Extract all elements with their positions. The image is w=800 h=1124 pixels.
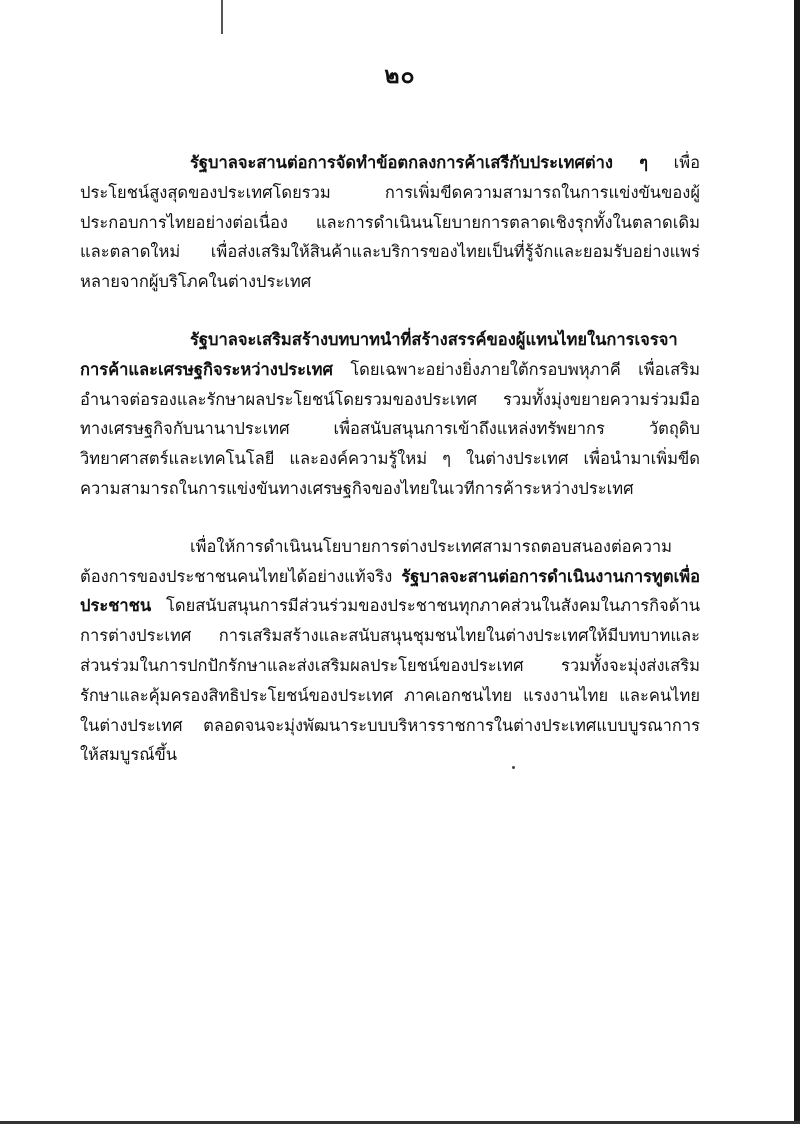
paragraph-free-trade <box>80 148 700 297</box>
scan-artifact-top <box>221 0 223 34</box>
paragraph-text: โดยเฉพาะอย่างยิ่งภายใต้กรอบพหุภาคี เพื่อเสริมอำนาจต่อรองและรักษาผลประโยชน์โดยรวมของประเทศ รวมทั้งมุ่งขยายความร่วมมือทางเศรษฐกิจกับนานาประเทศ เพื่อสนับสนุนการเข้าถึงแหล่งทรัพยากร วัตถุดิบ วิทยาศาสตร์และเทคโนโลยี และองค์ความรู้ใหม่ ๆ ในต่างประเทศ เพื่อนำมาเพิ่มขีดความสามารถในการแข่งขันทางเศรษฐกิจของไทยในเวทีการค้าระหว่างประเทศ <box>80 359 700 498</box>
paragraph-trade-negotiation <box>80 325 700 504</box>
document-body <box>80 148 700 770</box>
page-number: ๒๐ <box>384 63 416 89</box>
paragraph-text: เพื่อประโยชน์สูงสุดของประเทศโดยรวม การเพิ่มขีดความสามารถในการแข่งขันของผู้ประกอบการไทยอย่างต่อเนื่อง และการดำเนินนโยบายการตลาดเชิงรุกทั้งในตลาดเดิมและตลาดใหม่ เพื่อส่งเสริมให้สินค้าและบริการของไทยเป็นที่รู้จักและยอมรับอย่างแพร่หลายจากผู้บริโภคในต่างประเทศ <box>80 153 700 292</box>
paragraph-text: เพื่อให้การดำเนินนโยบายการต่างประเทศสามารถตอบสนองต่อความต้องการของประชาชนคนไทยได้อย่างแท้จริง <box>80 536 673 586</box>
paragraph-text: โดยสนับสนุนการมีส่วนร่วมของประชาชนทุกภาคส่วนในสังคมในภารกิจด้านการต่างประเทศ การเสริมสร้างและสนับสนุนชุมชนไทยในต่างประเทศให้มีบทบาทและส่วนร่วมในการปกปักรักษาและส่งเสริมผลประโยชน์ของประเทศ รวมทั้งจะมุ่งส่งเสริม รักษาและคุ้มครองสิทธิประโยชน์ของประเทศ ภาคเอกชนไทย แรงงานไทย และคนไทยในต่างประเทศ ตลอดจนจะมุ่งพัฒนาระบบบริหารราชการในต่างประเทศแบบบูรณาการให้สมบูรณ์ขึ้น <box>80 596 700 765</box>
paragraph-mid-bold: รัฐบาลจะสานต่อการดำเนินงานการทูตเพื่อประชาชน <box>80 566 700 616</box>
scan-edge-right <box>794 0 800 1124</box>
paragraph-lead-bold: รัฐบาลจะสานต่อการจัดทำข้อตกลงการค้าเสรีกับประเทศต่าง ๆ <box>190 153 648 172</box>
scan-speck <box>512 766 515 769</box>
paragraph-lead-bold: รัฐบาลจะเสริมสร้างบทบาทนำที่สร้างสรรค์ของผู้แทนไทยในการเจรจาการค้าและเศรษฐกิจระหว่างประเทศ <box>80 329 678 379</box>
paragraph-public-diplomacy <box>80 532 700 770</box>
